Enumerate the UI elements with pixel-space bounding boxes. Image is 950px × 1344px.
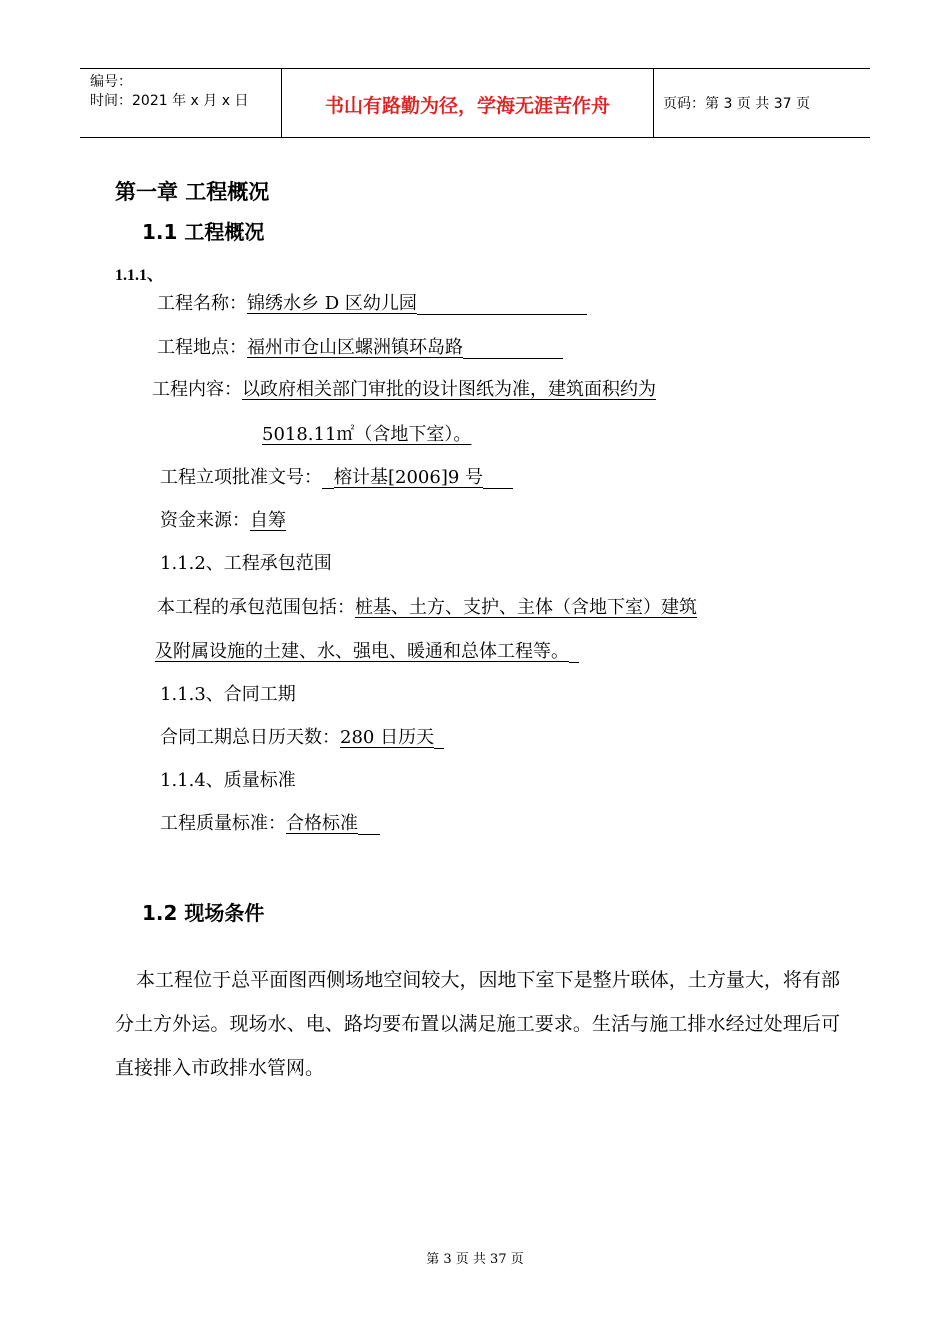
scope-row-2 bbox=[155, 637, 579, 663]
underline-blank bbox=[463, 337, 563, 359]
subsection-heading-1-1-1: 1.1.1、 bbox=[115, 267, 164, 284]
scope-row bbox=[157, 593, 697, 619]
header-divider bbox=[653, 69, 654, 137]
project-name-label: 工程名称： bbox=[157, 293, 247, 314]
project-location-row bbox=[157, 333, 563, 359]
quality-label: 工程质量标准： bbox=[160, 813, 286, 834]
page-header bbox=[80, 68, 870, 138]
header-meta bbox=[90, 73, 248, 111]
site-conditions-paragraph: 本工程位于总平面图西侧场地空间较大，因地下室下是整片联体，土方量大，将有部分土方外运。现场水、电、路均要布置以满足施工要求。生活与施工排水经过处理后可直接排入市政排水管网。 bbox=[115, 969, 840, 1079]
fund-value: 自筹 bbox=[250, 510, 286, 531]
project-location-label: 工程地点： bbox=[157, 337, 247, 358]
scope-value-line1: 桩基、土方、支护、主体（含地下室）建筑 bbox=[355, 597, 697, 618]
underline-blank bbox=[483, 467, 513, 489]
subsection-heading-1-1-2: 1.1.2、工程承包范围 bbox=[160, 553, 332, 574]
subsection-heading-1-1-3: 1.1.3、合同工期 bbox=[160, 684, 296, 705]
project-content-label: 工程内容： bbox=[152, 379, 242, 400]
section-heading-1-1: 1.1 工程概况 bbox=[142, 220, 265, 244]
fund-label: 资金来源： bbox=[160, 510, 250, 531]
duration-label: 合同工期总日历天数： bbox=[160, 727, 340, 748]
header-time-label: 时间：2021 年 x 月 x 日 bbox=[90, 93, 249, 109]
approval-label: 工程立项批准文号： bbox=[160, 467, 322, 488]
subsection-heading-1-1-4: 1.1.4、质量标准 bbox=[160, 770, 296, 791]
project-location-value: 福州市仓山区螺洲镇环岛路 bbox=[247, 337, 463, 358]
duration-row bbox=[160, 723, 444, 749]
scope-value-line2: 及附属设施的土建、水、强电、暖通和总体工程等。 bbox=[155, 641, 569, 662]
project-name-value: 锦绣水乡 D 区幼儿园 bbox=[247, 293, 417, 314]
quality-row bbox=[160, 809, 380, 835]
chapter-title: 第一章 工程概况 bbox=[115, 180, 270, 204]
approval-value: 榕计基[2006]9 号 bbox=[334, 467, 484, 488]
project-name-row bbox=[157, 289, 587, 315]
project-content-value-line1: 以政府相关部门审批的设计图纸为准，建筑面积约为 bbox=[242, 379, 656, 400]
project-content-value-line2: 5018.11㎡（含地下室）。 bbox=[262, 424, 472, 445]
quality-value: 合格标准 bbox=[286, 813, 358, 834]
header-motto: 书山有路勤为径，学海无涯苦作舟 bbox=[324, 95, 610, 117]
duration-value: 280 日历天 bbox=[340, 727, 435, 748]
project-content-row-2 bbox=[262, 420, 471, 446]
header-page-info: 页码：第 3 页 共 37 页 bbox=[663, 96, 810, 112]
fund-row bbox=[160, 506, 286, 532]
project-content-row bbox=[152, 375, 656, 401]
page-footer: 第 3 页 共 37 页 bbox=[426, 1252, 524, 1267]
underline-blank bbox=[322, 467, 334, 489]
approval-row bbox=[160, 463, 513, 489]
scope-label: 本工程的承包范围包括： bbox=[157, 597, 355, 618]
header-number-label: 编号： bbox=[90, 74, 132, 90]
underline-blank bbox=[569, 641, 579, 663]
underline-blank bbox=[417, 293, 587, 315]
underline-blank bbox=[434, 727, 444, 749]
section-heading-1-2: 1.2 现场条件 bbox=[142, 901, 265, 925]
underline-blank bbox=[358, 813, 380, 835]
